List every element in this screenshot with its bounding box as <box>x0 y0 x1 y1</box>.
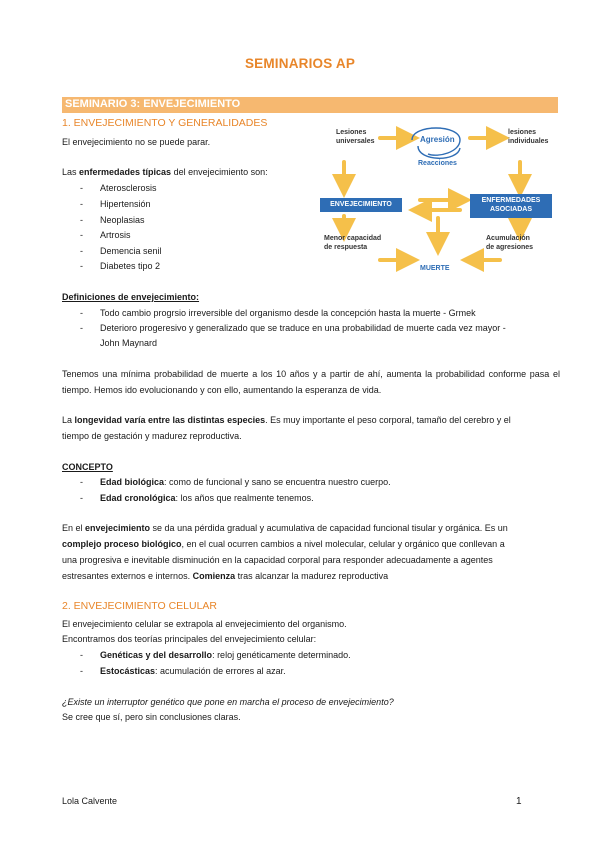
list-item: Artrosis <box>100 230 131 240</box>
theory-item: Estocásticas: acumulación de errores al azar. <box>100 666 286 676</box>
cellular-line-2: Encontramos dos teorías principales del envejecimiento celular: <box>62 634 317 644</box>
section-2-heading: 2. ENVEJECIMIENTO CELULAR <box>62 600 218 612</box>
theory-item: Genéticas y del desarrollo: reloj genéticamente determinado. <box>100 650 351 660</box>
seminar-banner <box>62 97 558 113</box>
diagram-lesiones-universales: Lesiones universales <box>336 129 375 145</box>
longevity-line-2: tiempo de gestación y madurez reproductiva. <box>62 431 242 441</box>
document-page: SEMINARIOS AP SEMINARIO 3: ENVEJECIMIENTO 1. ENVEJECIMIENTO Y GENERALIDADES El envejecimiento no se puede parar. Las enfermedades típicas del envejecimiento son: - Aterosclerosis - Hipertensión - Neoplasias - Artrosis - Demencia senil - Diabetes tipo 2 Lesiones universales Agresión Reacciones lesiones individuales ENVEJECIMIENTO ENFERMEDADES ASOCIADAS Menor capacidad de respuesta Acumulación de agresiones MUERTE Definiciones de envejecimiento: - Todo cambio progrsio irreversible del organismo desde la concepción hasta la muerte - Grmek - Deterioro progeresivo y generalizado que se traduce en una probabilidad de muerte cada vez mayor - John Maynard Tenemos una mínima probabilidad de muerte a los 10 años y a partir de ahí, aumenta la probabilidad conforme pasa el tiempo. Hemos ido evolucionando y con ello, aumentando la esperanza de vida. La longevidad varía entre las distintas especies. Es muy importante el peso corporal, tamaño del cerebro y el tiempo de gestación y madurez reproductiva. CONCEPTO - Edad biológica: como de funcional y sano se encuentra nuestro cuerpo. - Edad cronológica: los años que realmente tenemos. En el envejecimiento se da una pérdida gradual y acumulativa de capacidad funcional tisular y orgánica. Es un complejo proceso biológico, en el cual ocurren cambios a nivel molecular, celular y orgánico que conllevan a una progresiva e inevitable disminución en la capacidad corporal para responder adecuadamente a agentes estresantes externos e internos. Comienza tras alcanzar la madurez reproductiva 2. ENVEJECIMIENTO CELULAR El envejecimiento celular se extrapola al envejecimiento del organismo. Encontramos dos teorías principales del envejecimiento celular: - Genéticas y del desarrollo: reloj genéticamente determinado. - Estocásticas: acumulación de errores al azar. ¿Existe un interruptor genético que pone en marcha el proceso de envejecimiento? Se cree que sí, pero sin conclusiones claras. Lola Calvente 1 <box>0 0 600 848</box>
definition-item-continuation: John Maynard <box>100 338 158 348</box>
diagram-reacciones: Reacciones <box>418 160 457 167</box>
diseases-intro: Las enfermedades típicas del envejecimiento son: <box>62 167 268 177</box>
aging-paragraph-line-4: estresantes externos e internos. Comienza tras alcanzar la madurez reproductiva <box>62 571 389 581</box>
list-item: Neoplasias <box>100 215 145 225</box>
page-title: SEMINARIOS AP <box>244 56 356 71</box>
aging-paragraph-line-1: En el envejecimiento se da una pérdida gradual y acumulativa de capacidad funcional tisular y orgánica. Es un <box>62 523 508 533</box>
longevity-line-1: La longevidad varía entre las distintas especies. Es muy importante el peso corporal, tamaño del cerebro y el <box>62 415 511 425</box>
diagram-acumulacion: Acumulación de agresiones <box>486 235 534 251</box>
footer-author: Lola Calvente <box>62 796 118 806</box>
definition-item: Deterioro progeresivo y generalizado que se traduce en una probabilidad de muerte cada vez mayor - <box>100 323 506 333</box>
intro-text: El envejecimiento no se puede parar. <box>62 137 211 147</box>
question-text: ¿Existe un interruptor genético que pone en marcha el proceso de envejecimiento? <box>62 697 394 707</box>
diagram-enfermedades-box: ENFERMEDADES ASOCIADAS <box>470 194 552 218</box>
list-item: Hipertensión <box>100 199 151 209</box>
diagram-menor-capacidad: Menor capacidad de respuesta <box>324 235 382 251</box>
definitions-title: Definiciones de envejecimiento: <box>62 292 200 302</box>
seminar-banner-label: SEMINARIO 3: ENVEJECIMIENTO <box>65 98 241 110</box>
aging-diagram <box>310 118 560 276</box>
answer-text: Se cree que sí, pero sin conclusiones claras. <box>62 712 241 722</box>
diagram-envejecimiento-box: ENVEJECIMIENTO <box>320 198 402 212</box>
aging-paragraph-line-2: complejo proceso biológico, en el cual ocurren cambios a nivel molecular, celular y orgánico que conllevan a <box>62 539 505 549</box>
page-number: 1 <box>516 796 522 807</box>
diagram-lesiones-individuales: lesiones individuales <box>508 129 549 145</box>
list-item: Diabetes tipo 2 <box>100 261 161 271</box>
aging-paragraph-line-3: una progresiva e inevitable disminución en la capacidad corporal para responder adecuadamente a agentes <box>62 555 493 565</box>
definition-item: Todo cambio progrsio irreversible del organismo desde la concepción hasta la muerte - Grmek <box>100 308 476 318</box>
diagram-muerte: MUERTE <box>420 265 450 272</box>
diagram-agresion: Agresión <box>420 135 455 144</box>
concept-title: CONCEPTO <box>62 462 113 472</box>
cellular-line-1: El envejecimiento celular se extrapola al envejecimiento del organismo. <box>62 619 347 629</box>
concept-item: Edad biológica: como de funcional y sano se encuentra nuestro cuerpo. <box>100 477 391 487</box>
concept-item: Edad cronológica: los años que realmente tenemos. <box>100 493 314 503</box>
list-item: Demencia senil <box>100 246 162 256</box>
list-item: Aterosclerosis <box>100 183 157 193</box>
section-1-heading: 1. ENVEJECIMIENTO Y GENERALIDADES <box>62 117 268 129</box>
probability-paragraph: Tenemos una mínima probabilidad de muerte a los 10 años y a partir de ahí, aumenta la probabilidad conforme pasa el tiempo. Hemos ido evolucionando y con ello, aumentando la esperanza de vida. <box>62 369 560 395</box>
